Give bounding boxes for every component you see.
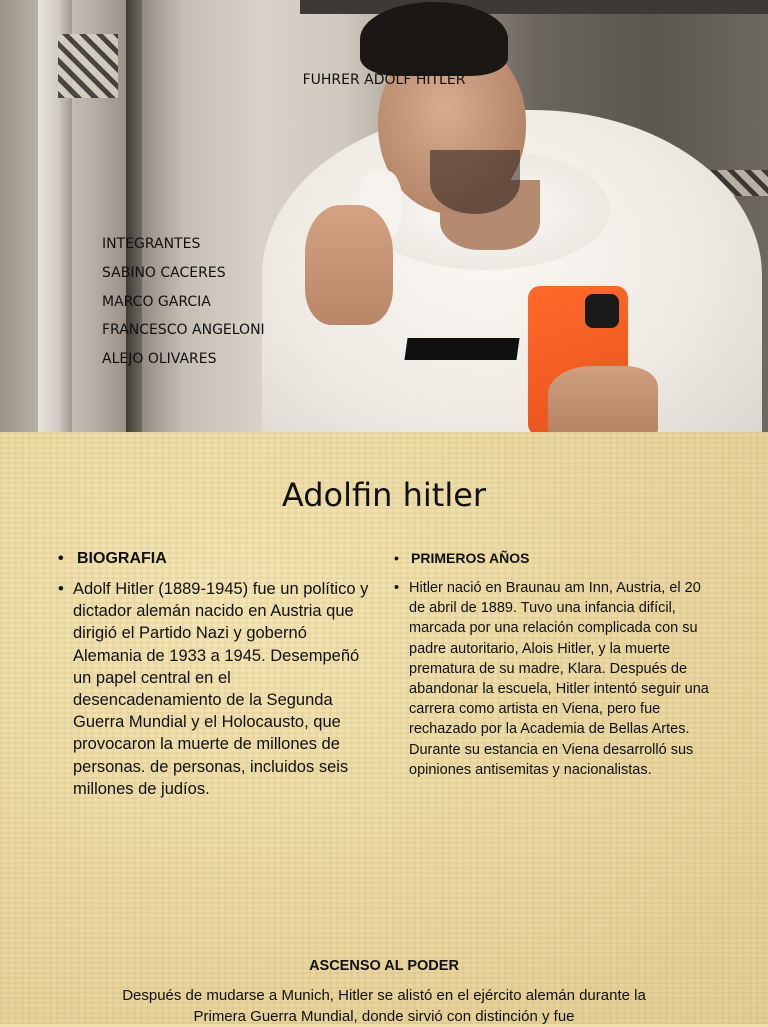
phone-camera xyxy=(585,294,619,328)
ascenso-text: Después de mudarse a Munich, Hitler se alistó en el ejército alemán durante la Primera Guerra Mundial, donde sirvió con distinción y fue xyxy=(122,987,646,1025)
primeros-column xyxy=(394,550,712,780)
slide-heading: Adolfin hitler xyxy=(281,476,487,514)
members-list xyxy=(102,230,265,374)
beard xyxy=(430,150,520,214)
hair xyxy=(360,2,508,76)
members-heading: INTEGRANTES xyxy=(102,236,201,252)
member-item: FRANCESCO ANGELONI xyxy=(102,322,265,339)
member-item: ALEJO OLIVARES xyxy=(102,351,217,368)
wall-tiles xyxy=(58,34,118,98)
content-slide xyxy=(0,432,768,1024)
biografia-text: • Adolf Hitler (1889-1945) fue un político y dictador alemán nacido en Austria que dirigió el Partido Nazi y gobernó Alemania de 1933 a 1945. Desempeñó un papel central en el desencadenamiento de la Segunda Guerra Mundial y el Holocausto, que provocaron la muerte de millones de personas. de personas, incluidos seis millones de judíos. xyxy=(58,578,378,800)
primeros-text: • Hitler nació en Braunau am Inn, Austria, el 20 de abril de 1889. Tuvo una infancia difícil, marcada por una relación complicada con su padre autoritario, Alois Hitler, y la muerte prematura de su madre, Klara. Después de abandonar la escuela, Hitler intentó seguir una carrera como artista en Viena, pero fue rechazado por la Academia de Bellas Artes. Durante su estancia en Viena desarrolló sus opiniones antisemitas y nacionalistas. xyxy=(394,578,712,780)
ceiling xyxy=(300,0,768,14)
member-item: MARCO GARCIA xyxy=(102,293,211,310)
phone-hand xyxy=(548,366,658,432)
biografia-column xyxy=(58,550,378,800)
cover-slide xyxy=(0,0,768,432)
ascenso-title: ASCENSO AL PODER xyxy=(309,958,459,974)
biografia-title: • BIOGRAFIA xyxy=(58,550,378,568)
cover-title: FUHRER ADOLF HITLER xyxy=(302,72,466,88)
primeros-title: • PRIMEROS AÑOS xyxy=(394,550,712,566)
hand xyxy=(305,205,393,325)
member-item: SABINO CACERES xyxy=(102,264,226,281)
hoodie-logo xyxy=(404,338,519,360)
